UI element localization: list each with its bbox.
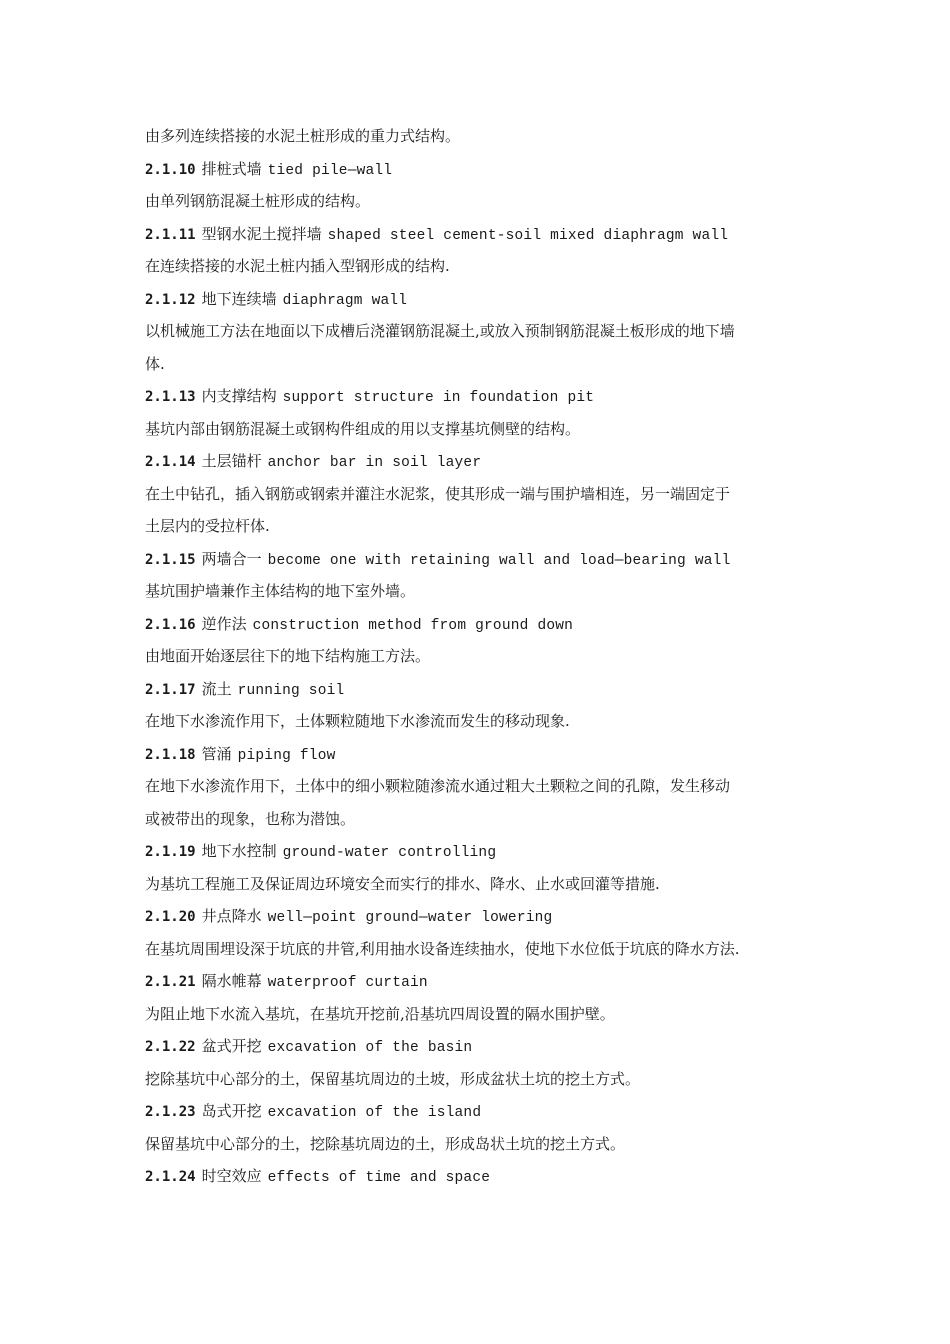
term-chinese-name: 管涌: [201, 744, 232, 763]
term-heading: [145, 608, 825, 641]
term-definition: 挖除基坑中心部分的土，保留基坑周边的土坡，形成盆状土坑的挖土方式。: [145, 1069, 641, 1088]
intro-paragraph: 由多列连续搭接的水泥土桩形成的重力式结构。: [145, 127, 461, 145]
term-chinese-name: 型钢水泥土搅拌墙: [201, 224, 322, 243]
term-number: 2.1.14: [145, 454, 196, 470]
term-definition: 在地下水渗流作用下，土体中的细小颗粒随渗流水通过粗大土颗粒之间的孔隙，发生移动: [145, 777, 731, 795]
term-chinese-name: 内支撑结构: [201, 387, 277, 405]
term-chinese-name: 隔水帷幕: [201, 972, 262, 990]
term-heading: [145, 218, 825, 251]
term-definition: 土层内的受拉杆体.: [145, 517, 270, 535]
term-definition: 在连续搭接的水泥土桩内插入型钢形成的结构.: [145, 257, 450, 275]
term-chinese-name: 排桩式墙: [201, 159, 262, 178]
term-definition: 在土中钻孔，插入钢筋或钢索并灌注水泥浆，使其形成一端与围护墙相连，另一端固定于: [145, 484, 731, 503]
term-heading: [145, 738, 825, 771]
term-chinese-name: 井点降水: [201, 907, 262, 925]
term-number: 2.1.15: [145, 551, 196, 568]
term-heading: [145, 835, 825, 868]
term-number: 2.1.21: [145, 974, 196, 990]
term-heading: [145, 543, 825, 576]
term-definition: 体.: [145, 354, 165, 373]
term-heading: [145, 445, 825, 478]
term-english-name: support structure in foundation pit: [282, 390, 595, 406]
term-number: 2.1.18: [145, 746, 196, 763]
term-english-name: running soil: [237, 682, 345, 699]
term-english-name: diaphragm wall: [282, 292, 408, 309]
term-heading: [145, 380, 825, 413]
term-number: 2.1.16: [145, 616, 196, 633]
term-number: 2.1.17: [145, 681, 196, 698]
term-definition: 基坑围护墙兼作主体结构的地下室外墙。: [145, 582, 416, 600]
term-definition: 以机械施工方法在地面以下成槽后浇灌钢筋混凝土,或放入预制钢筋混凝土板形成的地下墙: [145, 322, 735, 340]
term-english-name: piping flow: [237, 747, 336, 764]
term-number: 2.1.10: [145, 161, 196, 178]
term-definition: 为阻止地下水流入基坑，在基坑开挖前,沿基坑四周设置的隔水围护壁。: [145, 1004, 615, 1023]
term-definition: 在地下水渗流作用下，土体颗粒随地下水渗流而发生的移动现象.: [145, 712, 570, 730]
term-chinese-name: 流土: [201, 679, 232, 698]
term-definition: 由地面开始逐层往下的地下结构施工方法。: [145, 647, 431, 665]
term-english-name: shaped steel cement-soil mixed diaphragm wall: [327, 227, 729, 244]
term-english-name: well—point ground—water lowering: [267, 910, 553, 926]
term-heading: [145, 673, 825, 706]
term-number: 2.1.19: [145, 844, 196, 860]
term-heading: [145, 283, 825, 316]
term-english-name: excavation of the basin: [267, 1040, 473, 1056]
term-heading: [145, 153, 825, 186]
term-english-name: construction method from ground down: [252, 617, 574, 634]
term-english-name: effects of time and space: [267, 1170, 491, 1186]
term-number: 2.1.24: [145, 1169, 196, 1185]
term-english-name: tied pile—wall: [267, 162, 393, 179]
term-definition: 在基坑周围埋设深于坑底的井管,利用抽水设备连续抽水，使地下水位低于坑底的降水方法.: [145, 939, 740, 958]
term-heading: [145, 1095, 825, 1128]
term-number: 2.1.20: [145, 909, 196, 925]
term-english-name: ground-water controlling: [282, 845, 497, 861]
term-entries: [145, 153, 825, 1193]
term-heading: [145, 1030, 825, 1063]
term-chinese-name: 逆作法: [201, 614, 247, 633]
term-english-name: become one with retaining wall and load—bearing wall: [267, 552, 731, 569]
term-english-name: anchor bar in soil layer: [267, 455, 482, 471]
term-chinese-name: 时空效应: [201, 1167, 262, 1185]
term-chinese-name: 土层锚杆: [201, 452, 262, 470]
term-english-name: excavation of the island: [267, 1105, 482, 1121]
term-definition: 基坑内部由钢筋混凝土或钢构件组成的用以支撑基坑侧壁的结构。: [145, 419, 581, 438]
document-body: [145, 120, 825, 1193]
term-chinese-name: 地下水控制: [201, 842, 277, 860]
term-chinese-name: 岛式开挖: [201, 1102, 262, 1120]
term-number: 2.1.12: [145, 291, 196, 308]
term-chinese-name: 盆式开挖: [201, 1037, 262, 1055]
term-definition: 由单列钢筋混凝土桩形成的结构。: [145, 192, 371, 210]
term-english-name: waterproof curtain: [267, 975, 428, 991]
term-heading: [145, 1160, 825, 1193]
term-definition: 为基坑工程施工及保证周边环境安全而实行的排水、降水、止水或回灌等措施.: [145, 874, 660, 893]
term-number: 2.1.11: [145, 226, 196, 243]
term-definition: 保留基坑中心部分的土，挖除基坑周边的土，形成岛状土坑的挖土方式。: [145, 1134, 626, 1153]
term-chinese-name: 两墙合一: [201, 549, 262, 568]
term-definition: 或被带出的现象，也称为潜蚀。: [145, 809, 356, 828]
term-heading: [145, 900, 825, 933]
term-heading: [145, 965, 825, 998]
term-number: 2.1.22: [145, 1039, 196, 1055]
term-chinese-name: 地下连续墙: [201, 289, 277, 308]
term-number: 2.1.13: [145, 389, 196, 405]
term-number: 2.1.23: [145, 1104, 196, 1120]
